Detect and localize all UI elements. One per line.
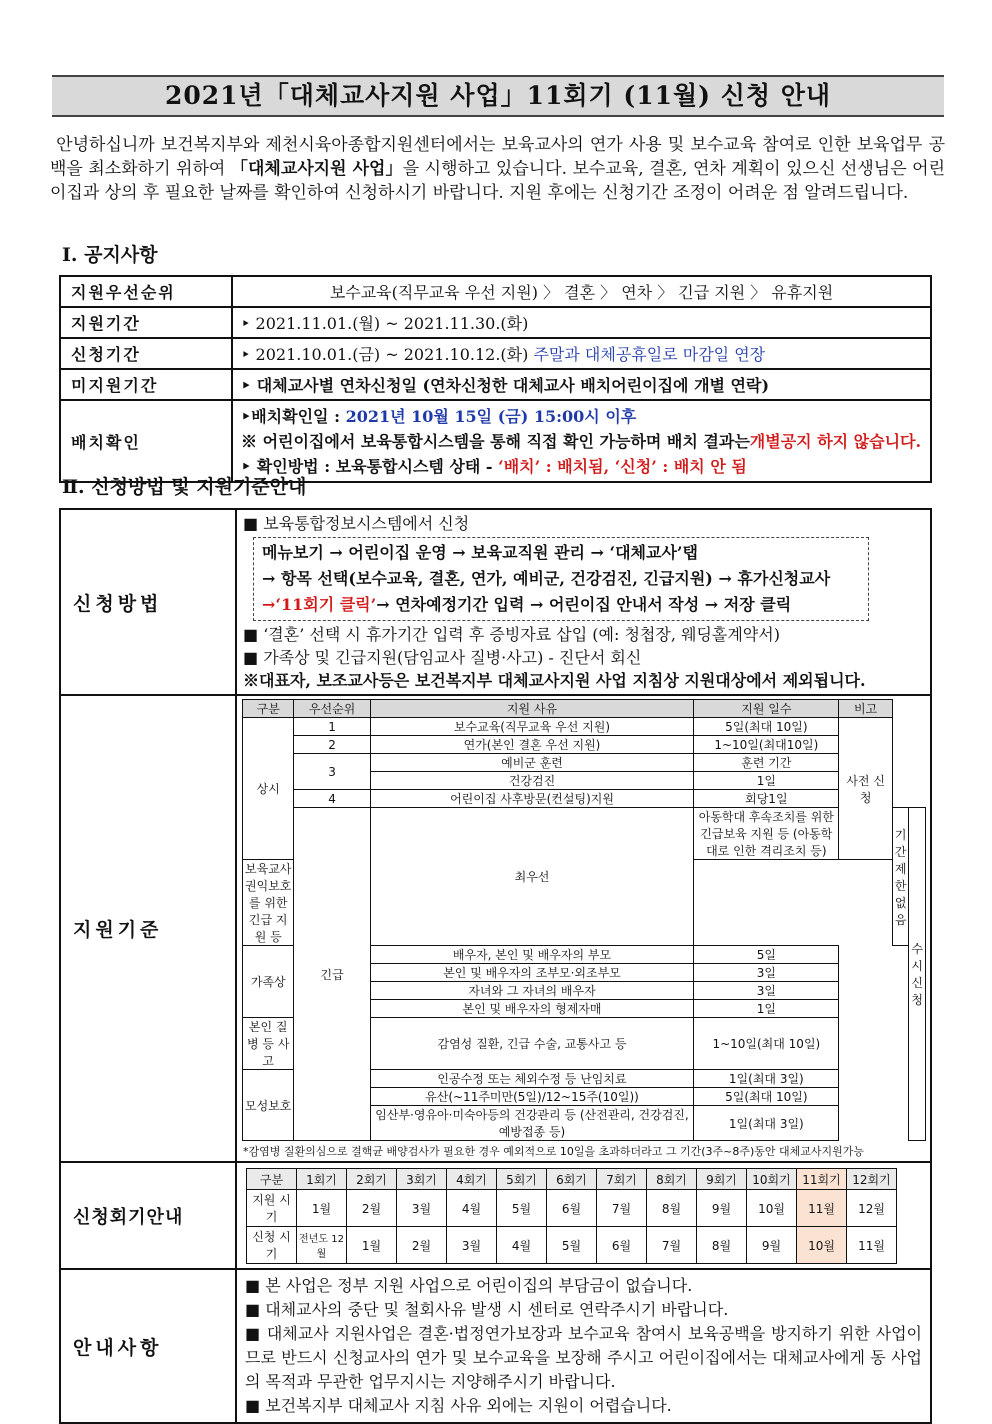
notice-row-confirm xyxy=(60,400,931,482)
schedule-cell: 8월 xyxy=(697,1227,747,1264)
section-1-heading: Ⅰ. 공지사항 xyxy=(62,244,158,266)
confirm-cell xyxy=(232,400,931,482)
maternity-cell: 모성보호 xyxy=(243,1070,294,1141)
confirm-line-1 xyxy=(241,404,922,429)
schedule-table xyxy=(246,1168,897,1264)
priority-value: 보수교육(직무교육 우선 지원) 〉 결혼 〉 연차 〉 긴급 지원 〉 유휴지원 xyxy=(232,276,931,307)
confirm-line-3-red: ‘배치’ : 배치됨, ‘신청’ : 배치 안 됨 xyxy=(498,456,747,476)
guide-table xyxy=(59,508,932,1424)
exclude-value: ‣ 대체교사별 연차신청일 (연차신청한 대체교사 배치어린이집에 개별 연락) xyxy=(232,369,931,400)
schedule-cell: 10회기 xyxy=(747,1169,797,1190)
schedule-cell xyxy=(236,1162,931,1269)
method-bullet-2: ■ 가족상 및 긴급지원(담임교사 질병·사고) - 진단서 회신 xyxy=(243,648,642,667)
regular-note: 사전 신청 xyxy=(839,718,892,860)
table-row xyxy=(243,718,926,736)
schedule-cell: 5회기 xyxy=(497,1169,547,1190)
reason-cell: 본인 및 배우자의 형제자매 xyxy=(370,1000,693,1018)
table-row xyxy=(243,754,926,772)
criteria-table xyxy=(242,699,926,1141)
criteria-cell xyxy=(236,695,931,1162)
criteria-header-reason: 지원 사유 xyxy=(370,700,693,718)
reason-cell: 연가(본인 결혼 우선 지원) xyxy=(370,736,693,754)
days-cell: 1일(최대 3일) xyxy=(694,1106,839,1141)
notice-table xyxy=(59,275,932,483)
table-row xyxy=(243,808,926,860)
method-head: ■ 보육통합정보시스템에서 신청 xyxy=(243,514,470,533)
reason-cell: 유산(~11주미만(5일)/12~15주(10일)) xyxy=(370,1088,693,1106)
days-cell: 3일 xyxy=(694,964,839,982)
criteria-header-row xyxy=(243,700,926,718)
schedule-cell: 1회기 xyxy=(297,1169,347,1190)
top-priority-cell: 최우선 xyxy=(370,808,693,946)
criteria-row xyxy=(60,695,931,1162)
schedule-support-row xyxy=(247,1190,897,1227)
guide-label: 안내사항 xyxy=(60,1269,236,1423)
confirm-line-2 xyxy=(241,429,922,454)
schedule-cell: 구분 xyxy=(247,1169,297,1190)
schedule-cell: 9회기 xyxy=(697,1169,747,1190)
schedule-cell: 2회기 xyxy=(347,1169,397,1190)
reason-cell: 보육교사 권익보호를 위한 긴급 지원 등 xyxy=(243,860,294,946)
apply-value: ‣ 2021.10.01.(금) ~ 2021.10.12.(화) xyxy=(241,345,529,364)
notice-row-apply xyxy=(60,338,931,369)
guide-item-3: ■ 대체교사 지원사업은 결혼·법정연가보장과 보수교육 참여시 보육공백을 방지하기 위한 사업이므로 반드시 신청교사의 연가 및 보수교육을 보장해 주시고 어린이집에서는 대체교사에게 동 사업의 목적과 무관한 업무지시는 지양해주시기 바랍니다. xyxy=(245,1324,922,1391)
schedule-header-row xyxy=(247,1169,897,1190)
schedule-cell: 2월 xyxy=(347,1190,397,1227)
schedule-cell: 4월 xyxy=(447,1190,497,1227)
method-row xyxy=(60,509,931,695)
table-row xyxy=(243,736,926,754)
schedule-cell: 3월 xyxy=(447,1227,497,1264)
schedule-apply-row xyxy=(247,1227,897,1264)
criteria-header-days: 지원 일수 xyxy=(694,700,839,718)
reason-cell: 어린이집 사후방문(컨설팅)지원 xyxy=(370,790,693,808)
schedule-cell: 7월 xyxy=(597,1190,647,1227)
schedule-cell: 4회기 xyxy=(447,1169,497,1190)
criteria-header-category: 구분 xyxy=(243,700,294,718)
schedule-label: 신청회기안내 xyxy=(60,1162,236,1269)
priority-cell: 1 xyxy=(294,718,370,736)
days-cell: 1일 xyxy=(694,1000,839,1018)
criteria-header-note: 비고 xyxy=(839,700,892,718)
schedule-cell-highlight: 11회기 xyxy=(797,1169,847,1190)
reason-cell: 배우자, 본인 및 배우자의 부모 xyxy=(370,946,693,964)
table-row xyxy=(243,790,926,808)
urgent-note: 수시 신청 xyxy=(909,808,926,1141)
confirm-line-3-prefix: ‣ 확인방법 : 보육통합시스템 상태 - xyxy=(241,456,499,476)
guide-item-1: ■ 본 사업은 정부 지원 사업으로 어린이집의 부담금이 없습니다. xyxy=(245,1276,693,1295)
days-cell: 5일(최대 10일) xyxy=(694,718,839,736)
priority-label: 지원우선순위 xyxy=(60,276,232,307)
schedule-cell: 1월 xyxy=(297,1190,347,1227)
schedule-cell: 1월 xyxy=(347,1227,397,1264)
guide-row xyxy=(60,1269,931,1423)
days-cell: 훈련 기간 xyxy=(694,754,839,772)
days-cell: 기간 제한없음 xyxy=(892,808,909,946)
guide-item-2: ■ 대체교사의 중단 및 철회사유 발생 시 센터로 연락주시기 바랍니다. xyxy=(245,1300,729,1319)
days-cell: 1일 xyxy=(694,772,839,790)
guide-cell xyxy=(236,1269,931,1423)
reason-cell: 아동학대 후속조치를 위한 긴급보육 지원 등 (아동학대로 인한 격리조치 등) xyxy=(694,808,839,860)
exclude-label: 미지원기간 xyxy=(60,369,232,400)
schedule-cell: 5월 xyxy=(497,1190,547,1227)
schedule-cell: 3월 xyxy=(397,1190,447,1227)
urgent-category: 긴급 xyxy=(294,808,370,1141)
period-value: ‣ 2021.11.01.(월) ~ 2021.11.30.(화) xyxy=(232,307,931,338)
regular-category: 상시 xyxy=(243,718,294,860)
confirm-line-1-prefix: ‣배치확인일 : xyxy=(241,406,346,426)
reason-cell: 건강검진 xyxy=(370,772,693,790)
method-note: ※대표자, 보조교사등은 보건복지부 대체교사지원 사업 지침상 지원대상에서 제외됩니다. xyxy=(243,671,866,690)
method-step-3-red: →‘11회기 클릭’ xyxy=(262,595,377,614)
intro-text-2: 을 시행하고 있습니다. 보수교육, 결혼, 연차 계획이 있으신 선생님은 어린이집과 상의 후 필요한 날짜를 확인하여 신청하시기 바랍니다. 지원 후에는 신청기간 조정이 어려운 점 알려드립니다. xyxy=(50,159,946,203)
method-label: 신청방법 xyxy=(60,509,236,695)
schedule-cell: 2월 xyxy=(397,1227,447,1264)
method-step-2: → 항목 선택(보수교육, 결혼, 연가, 예비군, 건강검진, 긴급지원) → 휴가신청교사 xyxy=(262,569,831,588)
priority-cell: 2 xyxy=(294,736,370,754)
notice-row-priority xyxy=(60,276,931,307)
schedule-cell-highlight: 10월 xyxy=(797,1227,847,1264)
schedule-row xyxy=(60,1162,931,1269)
days-cell: 5일 xyxy=(694,946,839,964)
reason-cell: 자녀와 그 자녀의 배우자 xyxy=(370,982,693,1000)
schedule-cell: 9월 xyxy=(697,1190,747,1227)
method-cell xyxy=(236,509,931,695)
reason-cell: 감염성 질환, 긴급 수술, 교통사고 등 xyxy=(370,1018,693,1070)
priority-cell: 3 xyxy=(294,754,370,790)
method-step-1: 메뉴보기 → 어린이집 운영 → 보육교직원 관리 → ‘대체교사’탭 xyxy=(262,543,698,562)
method-bullet-1: ■ ‘결혼’ 선택 시 휴가기간 입력 후 증빙자료 삽입 (예: 청첩장, 웨딩홀계약서) xyxy=(243,625,780,644)
confirm-line-3 xyxy=(241,454,922,479)
schedule-cell: 지원 시기 xyxy=(247,1190,297,1227)
days-cell: 1~10일(최대 10일) xyxy=(694,1018,839,1070)
schedule-cell: 5월 xyxy=(547,1227,597,1264)
days-cell: 회당1일 xyxy=(694,790,839,808)
schedule-cell: 9월 xyxy=(747,1227,797,1264)
reason-cell: 임산부·영유아·미숙아등의 건강관리 등 (산전관리, 건강검진, 예방접종 등) xyxy=(370,1106,693,1141)
period-label: 지원기간 xyxy=(60,307,232,338)
schedule-cell: 12월 xyxy=(847,1190,897,1227)
reason-cell: 인공수정 또는 체외수정 등 난임치료 xyxy=(370,1070,693,1088)
confirm-label: 배치확인 xyxy=(60,400,232,482)
apply-note: 주말과 대체공휴일로 마감일 연장 xyxy=(533,345,766,364)
reason-cell: 예비군 훈련 xyxy=(370,754,693,772)
schedule-cell: 4월 xyxy=(497,1227,547,1264)
family-cell: 가족상 xyxy=(243,946,294,1018)
confirm-line-2-red: 개별공지 하지 않습니다. xyxy=(749,431,922,451)
schedule-cell: 3회기 xyxy=(397,1169,447,1190)
schedule-cell: 12회기 xyxy=(847,1169,897,1190)
schedule-cell: 8월 xyxy=(647,1190,697,1227)
schedule-cell: 6월 xyxy=(597,1227,647,1264)
schedule-cell: 6월 xyxy=(547,1190,597,1227)
schedule-cell: 11월 xyxy=(847,1227,897,1264)
days-cell: 5일(최대 10일) xyxy=(694,1088,839,1106)
apply-cell xyxy=(232,338,931,369)
reason-cell: 본인 및 배우자의 조부모·외조부모 xyxy=(370,964,693,982)
section-2-heading: Ⅱ. 신청방법 및 지원기준안내 xyxy=(62,476,307,498)
schedule-cell-highlight: 11월 xyxy=(797,1190,847,1227)
intro-text-1: 안녕하십니까 보건복지부와 제천시육아종합지원센터에서는 보육교사의 연가 사용 및 보수교육 참여로 인한 보육업무 공백을 최소화하기 위하여 xyxy=(50,135,946,179)
guide-item-4: ■ 보건복지부 대체교사 지침 사유 외에는 지원이 어렵습니다. xyxy=(245,1396,672,1415)
method-step-3-rest: → 연차예정기간 입력 → 어린이집 안내서 작성 → 저장 클릭 xyxy=(376,595,792,614)
apply-label: 신청기간 xyxy=(60,338,232,369)
schedule-cell: 10월 xyxy=(747,1190,797,1227)
schedule-cell: 7회기 xyxy=(597,1169,647,1190)
notice-row-period xyxy=(60,307,931,338)
notice-row-exclude xyxy=(60,369,931,400)
criteria-header-priority: 우선순위 xyxy=(294,700,370,718)
method-steps-box xyxy=(253,537,869,621)
method-step-3 xyxy=(262,592,860,618)
reason-cell: 보수교육(직무교육 우선 지원) xyxy=(370,718,693,736)
days-cell: 1일(최대 3일) xyxy=(694,1070,839,1088)
schedule-cell: 전년도 12월 xyxy=(297,1227,347,1264)
intro-bold: 「대체교사지원 사업」 xyxy=(230,159,403,179)
page-title: 2021년「대체교사지원 사업」11회기 (11월) 신청 안내 xyxy=(52,75,944,117)
intro-paragraph xyxy=(50,133,945,205)
confirm-line-2-prefix: ※ 어린이집에서 보육통합시스템을 통해 직접 확인 가능하며 배치 결과는 xyxy=(241,431,750,451)
confirm-date: 2021년 10월 15일 (금) 15:00시 이후 xyxy=(345,406,637,426)
priority-cell: 4 xyxy=(294,790,370,808)
days-cell: 1~10일(최대10일) xyxy=(694,736,839,754)
schedule-cell: 6회기 xyxy=(547,1169,597,1190)
schedule-cell: 8회기 xyxy=(647,1169,697,1190)
days-cell: 3일 xyxy=(694,982,839,1000)
illness-cell: 본인 질병 등 사고 xyxy=(243,1018,294,1070)
schedule-cell: 7월 xyxy=(647,1227,697,1264)
criteria-label: 지원기준 xyxy=(60,695,236,1162)
criteria-footnote: *감염병 질환의심으로 결핵균 배양검사가 필요한 경우 예외적으로 10일을 초과하더라고 그 기간(3주~8주)동안 대체교사지원가능 xyxy=(243,1145,865,1158)
schedule-cell: 신청 시기 xyxy=(247,1227,297,1264)
